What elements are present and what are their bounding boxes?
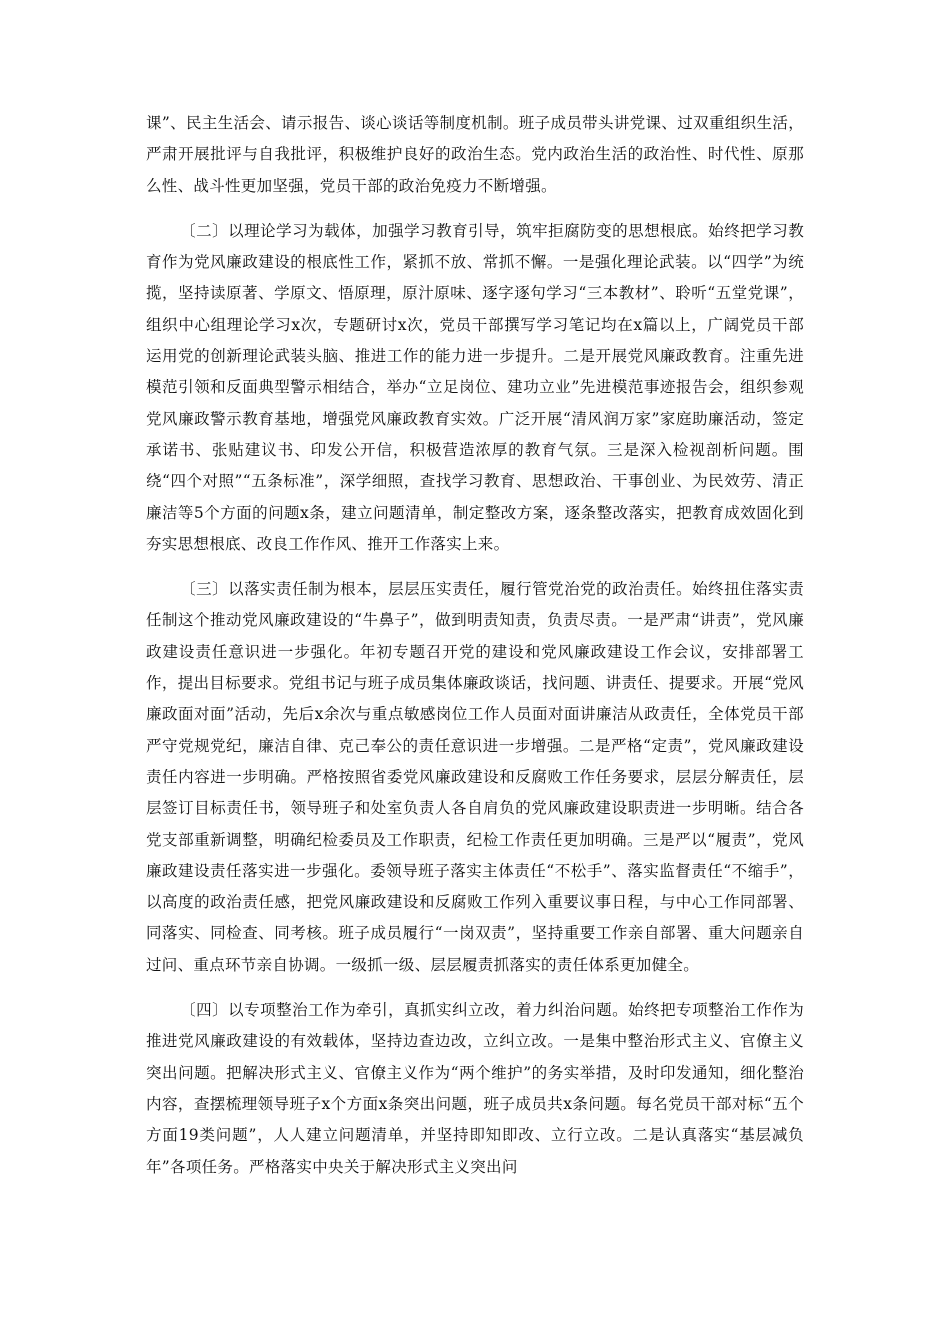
document-page — [146, 108, 804, 1183]
paragraph-gap — [146, 981, 804, 995]
paragraph-2: 〔二〕以理论学习为载体，加强学习教育引导，筑牢拒腐防变的思想根底。始终把学习教育作为党风廉政建设的根底性工作，紧抓不放、常抓不懈。一是强化理论武装。以“四学”为统揽，坚持读原著、学原文、悟原理，原汁原味、逐字逐句学习“三本教材”、聆听“五堂党课”，组织中心组理论学习x次，专题研讨x次，党员干部撰写学习笔记均在x篇以上，广阔党员干部运用党的创新理论武装头脑、推进工作的能力进一步提升。二是开展党风廉政教育。注重先进模范引领和反面典型警示相结合，举办“立足岗位、建功立业”先进模范事迹报告会，组织参观党风廉政警示教育基地，增强党风廉政教育实效。广泛开展“清风润万家”家庭助廉活动，签定承诺书、张贴建议书、印发公开信，积极营造浓厚的教育气氛。三是深入检视剖析问题。围绕“四个对照”“五条标准”，深学细照，查找学习教育、思想政治、干事创业、为民效劳、清正廉洁等5个方面的问题x条，建立问题清单，制定整改方案，逐条整改落实，把教育成效固化到夯实思想根底、改良工作作风、推开工作落实上来。 — [146, 221, 804, 553]
paragraph-gap — [146, 202, 804, 216]
paragraph-4: 〔四〕以专项整治工作为牵引，真抓实纠立改，着力纠治问题。始终把专项整治工作作为推进党风廉政建设的有效载体，坚持边查边改，立纠立改。一是集中整治形式主义、官僚主义突出问题。把解决形式主义、官僚主义作为“两个维护”的务实举措，及时印发通知，细化整治内容，查摆梳理领导班子x个方面x条突出问题，班子成员共x条问题。每名党员干部对标“五个方面19类问题”，人人建立问题清单，并坚持即知即改、立行立改。二是认真落实“基层减负年”各项任务。严格落实中央关于解决形式主义突出问 — [146, 1001, 804, 1176]
paragraph-3: 〔三〕以落实责任制为根本，层层压实责任，履行管党治党的政治责任。始终扭住落实责任制这个推动党风廉政建设的“牛鼻子”，做到明责知责，负责尽责。一是严肃“讲责”，党风廉政建设责任意识进一步强化。年初专题召开党的建设和党风廉政建设工作会议，安排部署工作，提出目标要求。党组书记与班子成员集体廉政谈话，找问题、讲责任、提要求。开展“党风廉政面对面”活动，先后x余次与重点敏感岗位工作人员面对面讲廉洁从政责任，全体党员干部严守党规党纪，廉洁自律、克己奉公的责任意识进一步增强。二是严格“定责”，党风廉政建设责任内容进一步明确。严格按照省委党风廉政建设和反腐败工作任务要求，层层分解责任，层层签订目标责任书，领导班子和处室负责人各自肩负的党风廉政建设职责进一步明晰。结合各党支部重新调整，明确纪检委员及工作职责，纪检工作责任更加明确。三是严以“履责”，党风廉政建设责任落实进一步强化。委领导班子落实主体责任“不松手”、落实监督责任“不缩手”，以高度的政治责任感，把党风廉政建设和反腐败工作列入重要议事日程，与中心工作同部署、同落实、同检查、同考核。班子成员履行“一岗双责”，坚持重要工作亲自部署、重大问题亲自过问、重点环节亲自协调。一级抓一级、层层履责抓落实的责任体系更加健全。 — [146, 580, 804, 974]
paragraph-gap — [146, 560, 804, 574]
paragraph-1: 课”、民主生活会、请示报告、谈心谈话等制度机制。班子成员带头讲党课、过双重组织生活，严肃开展批评与自我批评，积极维护良好的政治生态。党内政治生活的政治性、时代性、原那么性、战斗性更加坚强，党员干部的政治免疫力不断增强。 — [146, 114, 804, 195]
